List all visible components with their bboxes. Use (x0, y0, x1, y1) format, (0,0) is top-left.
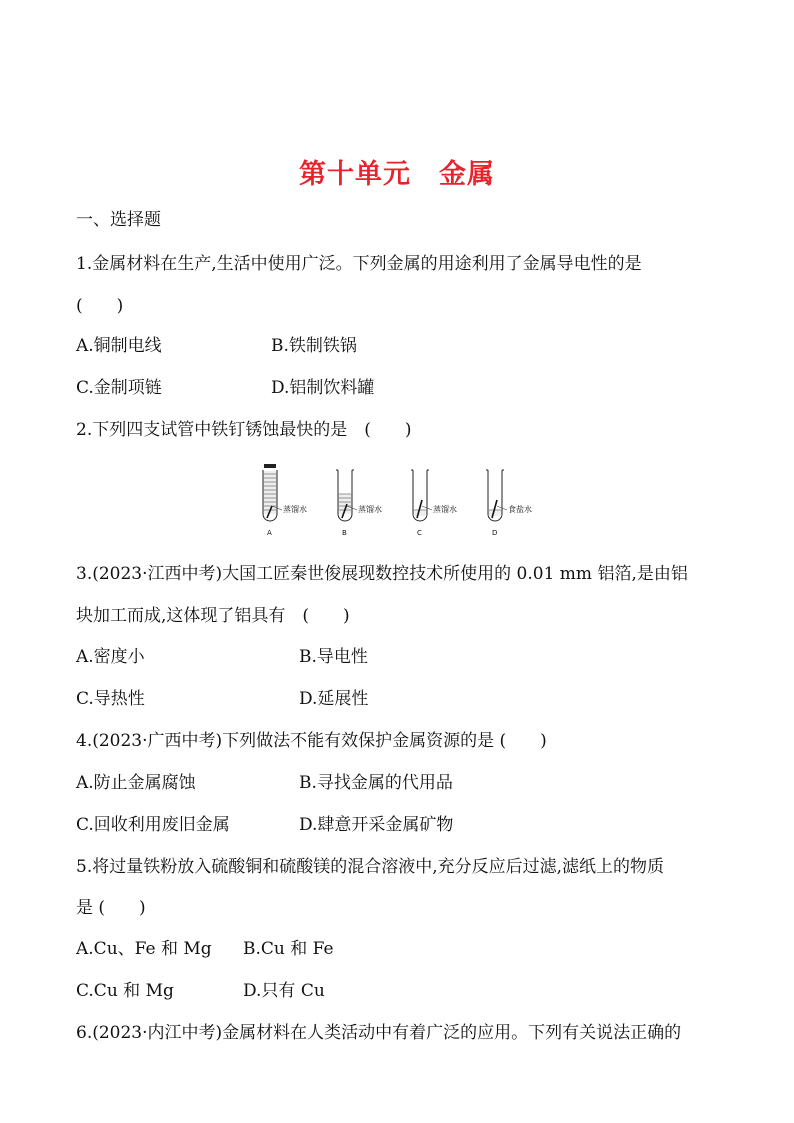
question-5-option-b[interactable]: B.Cu 和 Fe (243, 939, 334, 959)
test-tube-c (411, 470, 457, 537)
section-heading: 一、选择题 (76, 210, 161, 230)
tube-d-label: 食盐水 (508, 505, 532, 514)
question-6-stem-line-1: 6.(2023·内江中考)金属材料在人类活动中有着广泛的应用。下列有关说法正确的 (76, 1023, 682, 1043)
question-3-option-d[interactable]: D.延展性 (299, 689, 369, 709)
test-tube-d (486, 470, 532, 537)
question-1-option-a[interactable]: A.铜制电线 (76, 336, 162, 356)
question-1-stem-line-2: ( ) (76, 296, 124, 316)
question-5-option-a[interactable]: A.Cu、Fe 和 Mg (76, 939, 212, 959)
tube-a-label: 蒸馏水 (283, 505, 307, 514)
tube-a-letter: A (267, 529, 272, 537)
question-5-stem-line-1: 5.将过量铁粉放入硫酸铜和硫酸镁的混合溶液中,充分反应后过滤,滤纸上的物质 (76, 857, 665, 877)
question-1-stem-line-1: 1.金属材料在生产,生活中使用广泛。下列金属的用途利用了金属导电性的是 (76, 254, 642, 274)
tube-b-letter: B (342, 529, 347, 537)
test-tubes-figure (250, 462, 550, 540)
question-3-option-a[interactable]: A.密度小 (76, 647, 145, 667)
question-3-option-b[interactable]: B.导电性 (299, 647, 368, 667)
question-5-option-c[interactable]: C.Cu 和 Mg (76, 981, 174, 1001)
question-3-stem-line-1: 3.(2023·江西中考)大国工匠秦世俊展现数控技术所使用的 0.01 mm 铝箔,是由铝 (76, 564, 688, 584)
question-5-option-d[interactable]: D.只有 Cu (243, 981, 325, 1001)
test-tube-a (263, 464, 307, 537)
question-4-option-b[interactable]: B.寻找金属的代用品 (299, 773, 453, 793)
tube-c-letter: C (417, 529, 422, 537)
question-1-option-c[interactable]: C.金制项链 (76, 378, 162, 398)
question-3-stem-line-2: 块加工而成,这体现了铝具有 ( ) (76, 606, 350, 626)
test-tube-b (336, 470, 382, 537)
question-4-option-c[interactable]: C.回收利用废旧金属 (76, 815, 230, 835)
tube-c-label: 蒸馏水 (433, 505, 457, 514)
question-5-stem-line-2: 是 ( ) (76, 898, 146, 918)
question-4-stem-line-1: 4.(2023·广西中考)下列做法不能有效保护金属资源的是 ( ) (76, 731, 547, 751)
question-1-option-d[interactable]: D.铝制饮料罐 (271, 378, 375, 398)
tube-d-letter: D (492, 529, 498, 537)
tube-b-label: 蒸馏水 (358, 505, 382, 514)
question-4-option-a[interactable]: A.防止金属腐蚀 (76, 773, 196, 793)
page-title: 第十单元 金属 (299, 159, 495, 190)
question-4-option-d[interactable]: D.肆意开采金属矿物 (299, 815, 454, 835)
question-1-option-b[interactable]: B.铁制铁锅 (271, 336, 357, 356)
question-3-option-c[interactable]: C.导热性 (76, 689, 145, 709)
question-2-stem-line-1: 2.下列四支试管中铁钉锈蚀最快的是 ( ) (76, 420, 412, 440)
